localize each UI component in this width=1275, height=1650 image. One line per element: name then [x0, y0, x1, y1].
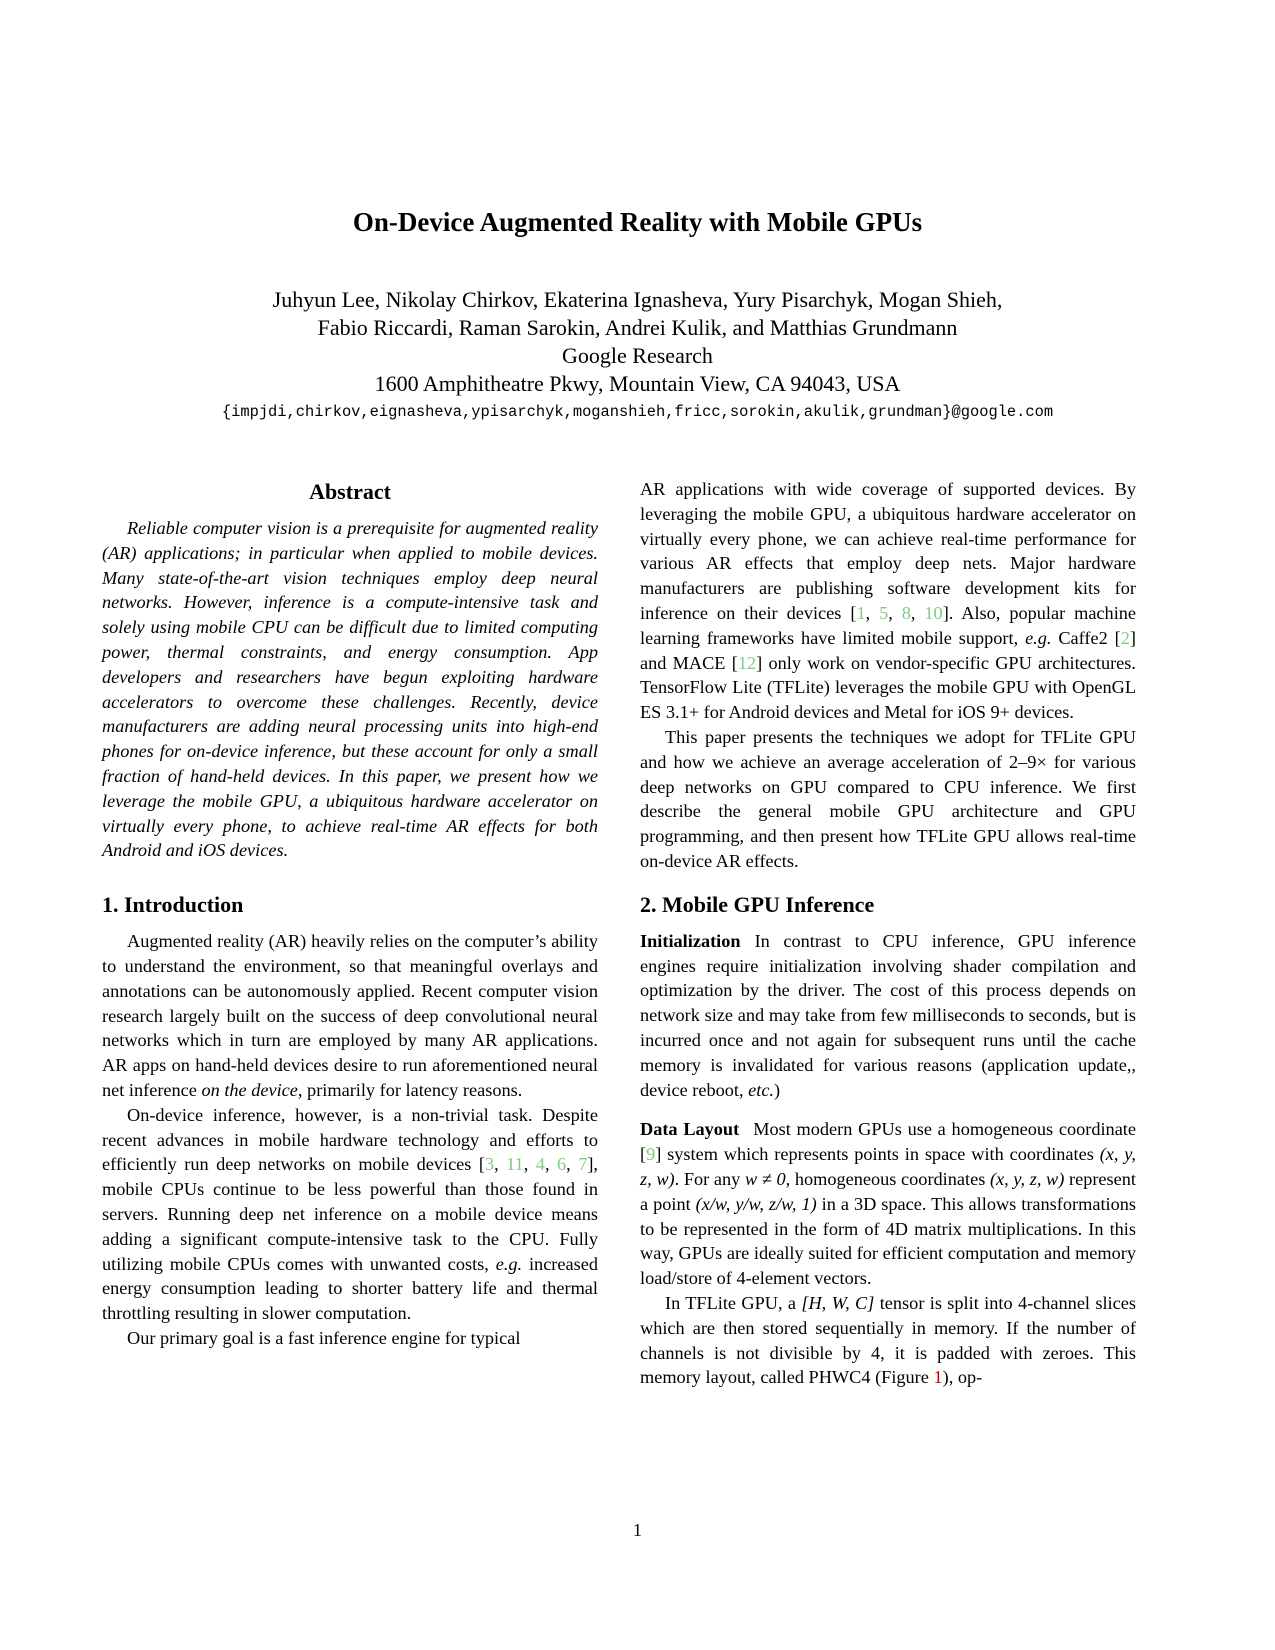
- emphasis: on the device: [201, 1079, 298, 1100]
- paragraph-heading-initialization: Initialization: [640, 930, 741, 951]
- paragraph-heading-data-layout: Data Layout: [640, 1119, 740, 1140]
- text-run: Most modern GPUs use a homogeneous coordinate [: [640, 1119, 1136, 1165]
- initialization-paragraph: [640, 929, 1136, 1103]
- citation-link[interactable]: 11: [506, 1154, 524, 1175]
- affiliation: Google Research: [562, 343, 713, 368]
- text-run: increased energy consumption leading to shorter battery life and thermal throttling resulting in slower computation.: [102, 1253, 598, 1324]
- citation-link[interactable]: 1: [856, 602, 866, 623]
- abstract-heading: Abstract: [309, 479, 391, 504]
- text-run: On-device inference, however, is a non-trivial task. Despite recent advances in mobile hardware technology and efforts to efficiently run deep networks on mobile devices [: [102, 1104, 598, 1175]
- text-run: ] and MACE [: [640, 627, 1136, 673]
- text-run: ), op-: [942, 1367, 983, 1388]
- text-run: , it is padded with zeroes. This memory layout, called PHWC4 (Figure: [640, 1342, 1136, 1388]
- text-run: tensor is split into 4-channel slices which are then stored sequentially in memory. If the number of channels is not divisible by: [640, 1292, 1136, 1363]
- section-heading-mobile-gpu-inference: 2. Mobile GPU Inference: [640, 891, 875, 917]
- text-run: ] system which represents points in space with coordinates: [655, 1144, 1100, 1165]
- citation-link[interactable]: 2: [1120, 627, 1130, 648]
- page-number: 1: [632, 1520, 643, 1540]
- intro-paragraph-1: [102, 929, 598, 1103]
- citation-link[interactable]: 4: [535, 1154, 545, 1175]
- text-run: . For any: [674, 1168, 745, 1189]
- paper-title: On-Device Augmented Reality with Mobile GPUs: [352, 207, 923, 237]
- text-run: ]. Also, popular machine learning frameworks have limited mobile support,: [640, 602, 1137, 648]
- paragraph-gap: [640, 1102, 1136, 1117]
- text-run: ): [774, 1079, 781, 1100]
- text-run: in a 3D space. This allows transformations to be represented in the form of 4D matrix multiplications. In this way, GPUs are ideally suited for efficient computation and memory load/store of 4-element vectors.: [640, 1193, 1137, 1289]
- emphasis: e.g.: [495, 1253, 523, 1274]
- math-expression: (x/w, y/w, z/w, 1): [695, 1193, 817, 1214]
- abstract-text: Reliable computer vision is a prerequisite for augmented reality (AR) applications; in particular when applied to mobile devices. Many state-of-the-art vision techniques employ deep neural networks. However, inference is a compute-intensive task and solely using mobile CPU can be difficult due to limited computing power, thermal constraints, and energy consumption. App developers and researchers have begun exploiting hardware accelerators to overcome these challenges. Recently, device manufacturers are adding neural processing units into high-end phones for on-device inference, but these account for only a small fraction of hand-held devices. In this paper, we present how we leverage the mobile GPU, a ubiquitous hardware accelerator on virtually every phone, to achieve real-time AR effects for both Android and iOS devices.: [102, 518, 598, 861]
- math-expression: (x, y, z, w): [640, 1144, 1136, 1189]
- citation-link[interactable]: 12: [737, 652, 757, 673]
- data-layout-paragraph: [640, 1117, 1136, 1291]
- authors-line-2: Fabio Riccardi, Raman Sarokin, Andrei Kulik, and Matthias Grundmann: [317, 315, 958, 340]
- figure-reference-link[interactable]: 1: [933, 1367, 943, 1388]
- text-run: AR applications with wide coverage of supported devices. By leveraging the mobile GPU, a ubiquitous hardware accelerator on virtually every phone, we can achieve real-time performance for various AR effects that employ deep nets. Major hardware manufacturers are publishing software development kits for inference on their devices [: [640, 479, 1136, 623]
- citation-link[interactable]: 10: [924, 602, 943, 623]
- citation-link[interactable]: 5: [879, 602, 889, 623]
- text-run: represent a point: [640, 1168, 1136, 1214]
- author-block: [0, 286, 1275, 398]
- text-run: , primarily for latency reasons.: [297, 1079, 523, 1100]
- math-expression: [H, W, C]: [801, 1292, 875, 1313]
- text-run: Caffe2 [: [1051, 627, 1121, 648]
- text-run: Augmented reality (AR) heavily relies on the computer’s ability to understand the environment, so that meaningful overlays and annotations can be autonomously applied. Recent computer vision research largely built on the success of deep convolutional neural networks which in turn are employed by many AR applications. AR apps on hand-held devices desire to run aforementioned neural net inference: [102, 931, 598, 1100]
- address: 1600 Amphitheatre Pkwy, Mountain View, CA 94043, USA: [374, 371, 901, 396]
- math-expression: w ≠ 0: [744, 1168, 786, 1189]
- citation-link[interactable]: 8: [901, 602, 911, 623]
- text-run: In contrast to CPU inference, GPU inference engines require initialization involving shader compilation and optimization by the driver. The cost of this process depends on network size and may take from few milliseconds to seconds, but is incurred once and not again for subsequent runs until the cache memory is invalidated for various reasons (application update,, device reboot,: [640, 930, 1136, 1100]
- right-column: [640, 477, 1136, 1390]
- emphasis: etc.: [748, 1079, 775, 1100]
- section-heading-introduction: 1. Introduction: [102, 892, 244, 918]
- text-run: ] only work on vendor-specific GPU architectures. TensorFlow Lite (TFLite) leverages the mobile GPU with OpenGL ES 3.1+ for Android devices and Metal for iOS 9+ devices.: [640, 652, 1136, 723]
- citation-link[interactable]: 6: [557, 1154, 567, 1175]
- intro-paragraph-2: On-device inference, however, is a non-trivial task. Despite recent advances in mobile hardware technology and efforts to efficiently run deep networks on mobile devices [3, 11, 4, 6, 7], mobile CPUs continue to be less powerful than those found in servers. Running deep net inference on a mobile device means adding a significant compute-intensive task to the CPU. Fully utilizing mobile CPUs comes with unwanted costs, e.g. increased energy consumption leading to shorter battery life and thermal throttling resulting in slower computation.: [102, 1104, 598, 1324]
- citation-link[interactable]: 7: [578, 1154, 588, 1175]
- text-run: In TFLite GPU, a: [665, 1292, 802, 1313]
- emphasis: e.g.: [1025, 627, 1052, 648]
- tflite-layout-paragraph: [640, 1291, 1136, 1390]
- right-paragraph-2: This paper presents the techniques we adopt for TFLite GPU and how we achieve an average acceleration of 2–9× for various deep networks on GPU compared to CPU inference. We first describe the general mobile GPU architecture and GPU programming, and then present how TFLite GPU allows real-time on-device AR effects.: [640, 726, 1136, 871]
- citation-link[interactable]: 9: [646, 1144, 656, 1165]
- intro-paragraph-3: Our primary goal is a fast inference engine for typical: [127, 1327, 521, 1348]
- math-expression: (x, y, z, w): [989, 1168, 1065, 1189]
- citation-link[interactable]: 3: [484, 1154, 495, 1175]
- text-run: ], mobile CPUs continue to be less powerful than those found in servers. Running deep net inference on a mobile device means adding a significant compute-intensive task to the CPU. Fully utilizing mobile CPUs comes with unwanted costs,: [102, 1154, 598, 1274]
- left-column: [102, 477, 598, 1351]
- authors-line-1: Juhyun Lee, Nikolay Chirkov, Ekaterina Ignasheva, Yury Pisarchyk, Mogan Shieh,: [272, 287, 1003, 312]
- email-list: {impjdi,chirkov,eignasheva,ypisarchyk,moganshieh,fricc,sorokin,akulik,grundman}@google.com: [221, 403, 1054, 421]
- right-paragraph-1: AR applications with wide coverage of supported devices. By leveraging the mobile GPU, a ubiquitous hardware accelerator on virtually every phone, we can achieve real-time performance for various AR effects that employ deep nets. Major hardware manufacturers are publishing software development kits for inference on their devices [1, 5, 8, 10]. Also, popular machine learning frameworks have limited mobile support, e.g. Caffe2 [2] and MACE [12] only work on vendor-specific GPU architectures. TensorFlow Lite (TFLite) leverages the mobile GPU with OpenGL ES 3.1+ for Android devices and Metal for iOS 9+ devices.: [640, 479, 1137, 723]
- text-run: , homogeneous coordinates: [785, 1168, 990, 1189]
- math-expression: 4: [870, 1342, 881, 1363]
